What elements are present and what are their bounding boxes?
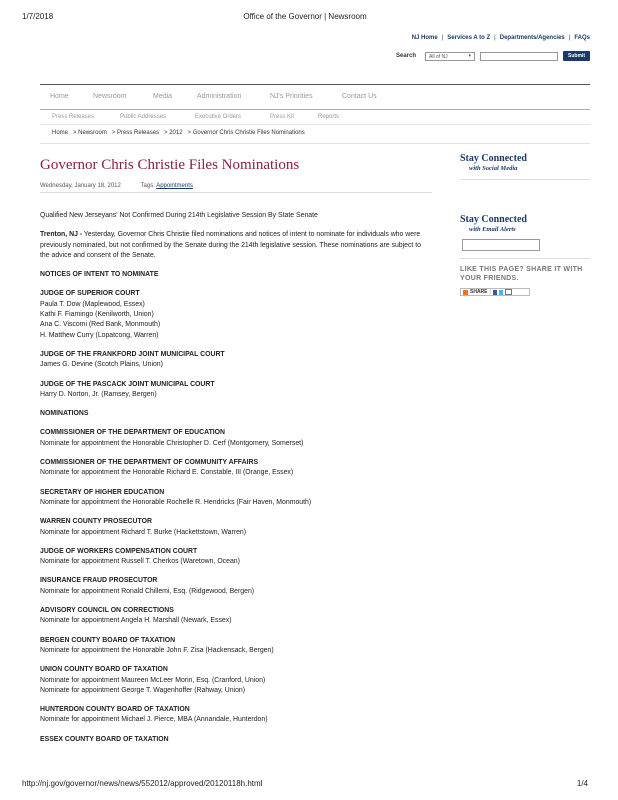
lead-body: Yesterday, Governor Chris Christie filed nominations and notices of intent to nominate for individuals who were previously nominated, but not confirmed by the Senate during the 214th legislative session. These nominations are subject to the advice and consent of the Senate. [40,231,422,259]
divider [40,124,590,125]
position-heading: COMMISSIONER OF THE DEPARTMENT OF COMMUNITY AFFAIRS [40,459,259,467]
email-title: Stay Connected [460,214,527,225]
social-media-link[interactable]: with Social Media [469,165,518,172]
position-heading: JUDGE OF WORKERS COMPENSATION COURT [40,547,198,555]
lead-paragraph [40,230,432,261]
share-prompt: LIKE THIS PAGE? SHARE IT WITH YOUR FRIENDS. [460,266,583,282]
position-heading: JUDGE OF THE PASCACK JOINT MUNICIPAL COURT [40,380,215,388]
faqs-link[interactable]: FAQs [574,35,590,41]
share-label: SHARE [470,289,488,295]
departments-agencies-link[interactable]: Departments/Agencies [499,35,565,41]
position-heading: BERGEN COUNTY BOARD OF TAXATION [40,636,176,644]
section-heading: NOMINATIONS [40,410,89,418]
appointee-line: Nominate for appointment the Honorable Christopher D. Cerf (Montgomery, Somerset) [40,439,304,447]
nav-nj-priorities[interactable]: NJ's Priorities [270,93,313,100]
appointment-block [40,576,432,597]
divider [40,143,590,144]
email-alerts-link[interactable]: with Email Alerts [469,226,516,233]
intent-list [40,289,432,400]
utility-links [412,35,590,41]
appointment-block [40,735,432,745]
article [40,157,432,754]
separator: | [494,35,496,41]
separator: | [441,35,444,41]
appointee-line: Ana C. Viscomi (Red Bank, Monmouth) [40,321,161,329]
appointment-block [40,517,432,538]
appointment-block [40,380,432,401]
tag-link[interactable]: Appointments [156,183,193,189]
position-heading: UNION COUNTY BOARD OF TAXATION [40,666,168,674]
nav-home[interactable]: Home [50,93,69,100]
appointee-line: Nominate for appointment Michael J. Pierce, MBA (Annandale, Hunterdon) [40,716,268,724]
breadcrumb[interactable]: Home > Newsroom > Press Releases > 2012 > Governor Chris Christie Files Nominations [52,130,305,136]
subnav-press-kit[interactable]: Press Kit [270,114,295,120]
nav-newsroom[interactable]: Newsroom [93,93,127,100]
appointee-line: Paula T. Dow (Maplewood, Essex) [40,300,145,308]
chevron-down-icon: ▾ [468,52,472,59]
search-bar [396,50,590,62]
appointee-line: Harry D. Norton, Jr. (Ramsey, Bergen) [40,390,157,398]
appointment-block [40,606,432,627]
appointment-block [40,488,432,509]
position-heading: INSURANCE FRAUD PROSECUTOR [40,577,158,585]
appointment-block [40,428,432,449]
section-heading: NOTICES OF INTENT TO NOMINATE [40,271,159,279]
page-title: Governor Chris Christie Files Nominations [40,157,300,173]
appointment-block [40,705,432,726]
position-heading: WARREN COUNTY PROSECUTOR [40,518,152,526]
subnav-executive-orders[interactable]: Executive Orders [195,114,242,120]
article-date: Wednesday, January 18, 2012 [40,183,121,189]
appointee-line: Nominate for appointment Ronald Chillemi, Esq. (Ridgewood, Bergen) [40,587,255,595]
plus-icon [463,290,468,295]
position-heading: SECRETARY OF HIGHER EDUCATION [40,488,165,496]
divider [460,179,590,180]
position-heading: COMMISSIONER OF THE DEPARTMENT OF EDUCATION [40,429,226,437]
position-heading: JUDGE OF SUPERIOR COURT [40,290,140,298]
search-scope-select[interactable] [425,52,475,61]
appointment-block [40,547,432,568]
search-scope-value: All of NJ [429,53,448,60]
position-heading: ESSEX COUNTY BOARD OF TAXATION [40,735,169,743]
nav-administration[interactable]: Administration [197,93,242,100]
email-icon[interactable] [505,289,512,295]
main-nav [40,84,590,110]
appointee-line: Nominate for appointment Maureen McLeer Morin, Esq. (Cranford, Union) [40,676,266,684]
appointment-block [40,458,432,479]
appointee-line: Nominate for appointment Richard T. Burke (Hackettstown, Warren) [40,528,247,536]
appointment-block [40,350,432,371]
appointee-line: James G. Devine (Scotch Plains, Union) [40,361,163,369]
position-heading: JUDGE OF THE FRANKFORD JOINT MUNICIPAL COURT [40,350,225,358]
divider [460,258,590,259]
facebook-icon[interactable] [493,290,497,295]
appointee-line: Nominate for appointment the Honorable Richard E. Constable, III (Orange, Essex) [40,469,294,477]
position-heading: HUNTERDON COUNTY BOARD OF TAXATION [40,706,190,714]
share-button[interactable] [460,288,530,296]
nominations-list [40,428,432,745]
subnav-press-releases[interactable]: Press Releases [52,114,95,120]
print-page-title: Office of the Governor | Newsroom [243,12,367,21]
separator: | [568,35,571,41]
dateline: Trenton, NJ - [40,231,83,239]
appointee-line: Nominate for appointment the Honorable Rochelle R. Hendricks (Fair Haven, Monmouth) [40,498,312,506]
search-input[interactable] [480,52,558,61]
appointment-block [40,665,432,696]
separator: | [489,289,491,295]
divider [40,192,432,193]
appointee-line: Nominate for appointment George T. Wagenhoffer (Rahway, Union) [40,686,246,694]
sidebar [460,153,590,296]
email-field[interactable] [462,239,540,251]
appointee-line: Nominate for appointment the Honorable John F. Zisa (Hackensack, Bergen) [40,646,274,654]
position-heading: ADVISORY COUNCIL ON CORRECTIONS [40,607,174,615]
page-number: 1/4 [576,779,588,788]
search-label: Search [396,53,417,59]
services-a-to-z-link[interactable]: Services A to Z [447,35,491,41]
tags-label: Tags: [140,183,155,189]
subnav-public-addresses[interactable]: Public Addresses [120,114,167,120]
nj-home-link[interactable]: NJ Home [411,35,438,41]
appointee-line: H. Matthew Curry (Lopatcong, Warren) [40,331,159,339]
article-meta [40,183,432,189]
nav-contact-us[interactable]: Contact Us [342,93,377,100]
appointee-line: Nominate for appointment Angela H. Marshall (Newark, Essex) [40,617,232,625]
appointment-block [40,289,432,340]
twitter-icon[interactable] [499,290,503,295]
search-submit-button[interactable]: Submit [563,51,590,61]
article-subtitle: Qualified New Jerseyans' Not Confirmed During 214th Legislative Session By State Senate [40,212,318,219]
appointment-block [40,636,432,657]
article-body [40,211,432,745]
print-url: http://nj.gov/governor/news/news/552012/approved/20120118h.html [22,779,263,788]
appointee-line: Nominate for appointment Russell T. Cherkos (Waretown, Ocean) [40,558,240,566]
print-date: 1/7/2018 [22,12,54,21]
appointee-line: Kathi F. Fiamingo (Kenilworth, Union) [40,311,154,319]
nav-media[interactable]: Media [153,93,173,100]
subnav-reports[interactable]: Reports [318,114,340,120]
social-title: Stay Connected [460,153,527,164]
